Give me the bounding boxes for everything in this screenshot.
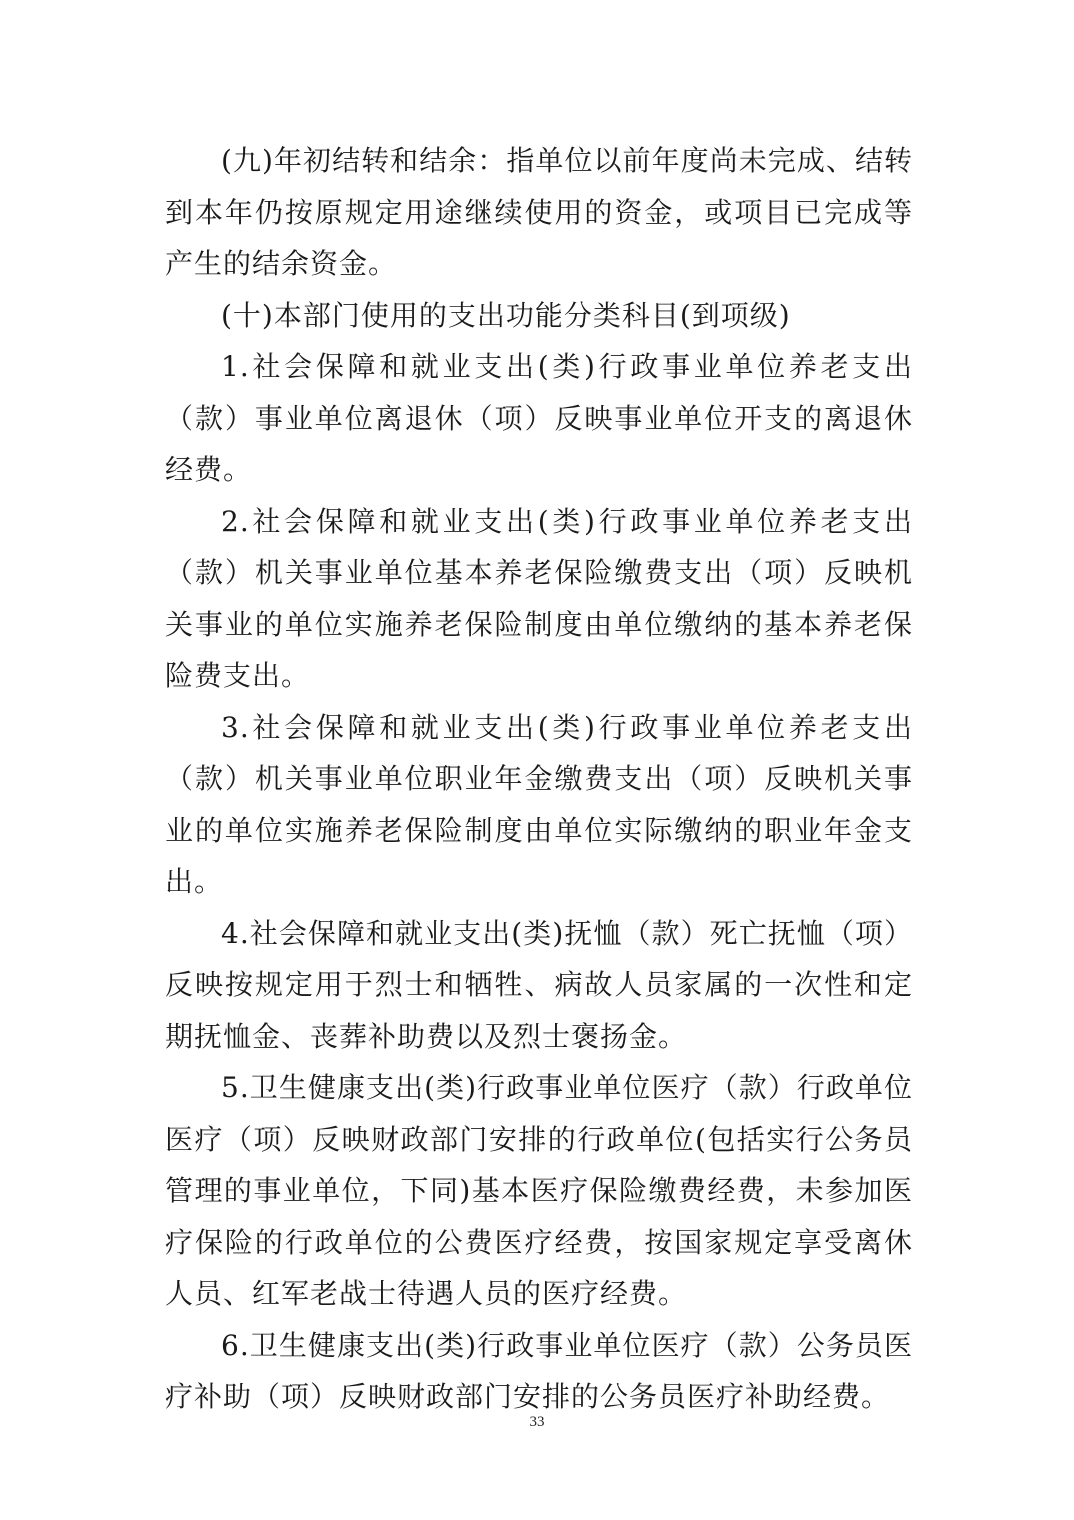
document-body — [165, 135, 913, 1423]
paragraph-item-2: 2.社会保障和就业支出(类)行政事业单位养老支出（款）机关事业单位基本养老保险缴费支出（项）反映机关事业的单位实施养老保险制度由单位缴纳的基本养老保险费支出。 — [165, 504, 913, 692]
paragraph-item-3: 3.社会保障和就业支出(类)行政事业单位养老支出（款）机关事业单位职业年金缴费支出（项）反映机关事业的单位实施养老保险制度由单位实际缴纳的职业年金支出。 — [165, 710, 913, 898]
paragraph-item-4: 4.社会保障和就业支出(类)抚恤（款）死亡抚恤（项）反映按规定用于烈士和牺牲、病故人员家属的一次性和定期抚恤金、丧葬补助费以及烈士褒扬金。 — [165, 916, 913, 1053]
paragraph-section-heading: (十)本部门使用的支出功能分类科目(到项级) — [221, 298, 791, 332]
paragraph-item-1: 1.社会保障和就业支出(类)行政事业单位养老支出（款）事业单位离退休（项）反映事业单位开支的离退休经费。 — [165, 350, 913, 486]
paragraph-item-5: 5.卫生健康支出(类)行政事业单位医疗（款）行政单位医疗（项）反映财政部门安排的行政单位(包括实行公务员管理的事业单位，下同)基本医疗保险缴费经费，未参加医疗保险的行政单位的公费医疗经费，按国家规定享受离休人员、红军老战士待遇人员的医疗经费。 — [165, 1071, 913, 1310]
paragraph-carryover-definition: (九)年初结转和结余：指单位以前年度尚未完成、结转到本年仍按原规定用途继续使用的资金，或项目已完成等产生的结余资金。 — [165, 144, 913, 280]
paragraph-item-6: 6.卫生健康支出(类)行政事业单位医疗（款）公务员医疗补助（项）反映财政部门安排的公务员医疗补助经费。 — [165, 1328, 913, 1413]
page-number: 33 — [529, 1414, 545, 1430]
